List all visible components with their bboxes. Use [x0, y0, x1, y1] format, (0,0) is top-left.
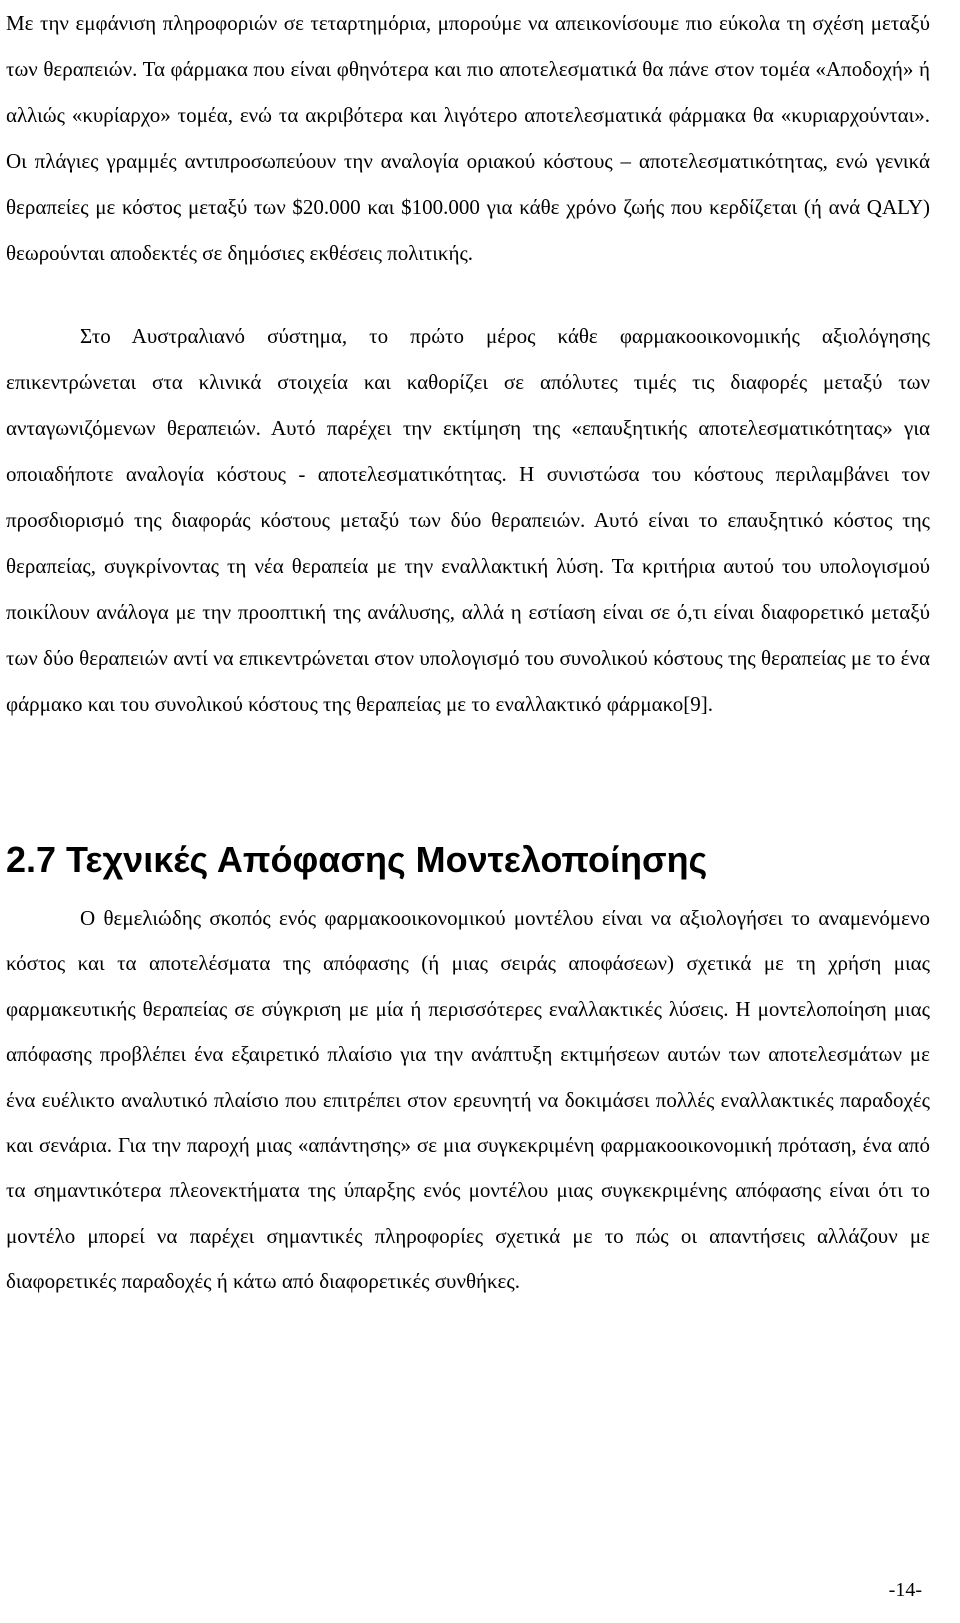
page-number: -14- [888, 1579, 922, 1601]
section-heading: 2.7 Τεχνικές Απόφασης Μοντελοποίησης [6, 839, 708, 880]
paragraph-australian-system: Στο Αυστραλιανό σύστημα, το πρώτο μέρος κάθε φαρμακοοικονομικής αξιολόγησης επικεντρώνεται στα κλινικά στοιχεία και καθορίζει σε απόλυτες τιμές τις διαφορές μεταξύ των ανταγωνιζόμενων θεραπειών. Αυτό παρέχει την εκτίμηση της «επαυξητικής αποτελεσματικότητας» για οποιαδήποτε αναλογία κόστους - αποτελεσματικότητας. Η συνιστώσα του κόστους περιλαμβάνει τον προσδιορισμό της διαφοράς κόστους μεταξύ των δύο θεραπειών. Αυτό είναι το επαυξητικό κόστος της θεραπείας, συγκρίνοντας τη νέα θεραπεία με την εναλλακτική λύση. Τα κριτήρια αυτού του υπολογισμού ποικίλουν ανάλογα με την προοπτική της ανάλυσης, αλλά η εστίαση είναι σε ό,τι είναι διαφορετικό μεταξύ των δύο θεραπειών αντί να επικεντρώνεται στον υπολογισμό του συνολικού κόστους της θεραπείας με το ένα φάρμακο και του συνολικού κόστους της θεραπείας με το εναλλακτικό φάρμακο[9]. [6, 324, 930, 716]
paragraph-decision-modelling: Ο θεμελιώδης σκοπός ενός φαρμακοοικονομικού μοντέλου είναι να αξιολογήσει το αναμενόμενο κόστος και τα αποτελέσματα της απόφασης (ή μιας σειράς αποφάσεων) σχετικά με τη χρήση μιας φαρμακευτικής θεραπείας σε σύγκριση με μία ή περισσότερες εναλλακτικές λύσεις. Η μοντελοποίηση μιας απόφασης προβλέπει ένα εξαιρετικό πλαίσιο για την ανάπτυξη εκτιμήσεων αυτών των αποτελεσμάτων με ένα ευέλικτο αναλυτικό πλαίσιο που επιτρέπει στον ερευνητή να δοκιμάσει πολλές εναλλακτικές παραδοχές και σενάρια. Για την παροχή μιας «απάντησης» σε μια συγκεκριμένη φαρμακοοικονομική πρόταση, ένα από τα σημαντικότερα πλεονεκτήματα της ύπαρξης ενός μοντέλου μιας συγκεκριμένης απόφασης είναι ότι το μοντέλο μπορεί να παρέχει σημαντικές πληροφορίες σχετικά με το πώς οι απαντήσεις αλλάζουν με διαφορετικές παραδοχές ή κάτω από διαφορετικές συνθήκες. [6, 906, 930, 1294]
paragraph-quadrants: Με την εμφάνιση πληροφοριών σε τεταρτημόρια, μπορούμε να απεικονίσουμε πιο εύκολα τη σχέση μεταξύ των θεραπειών. Τα φάρμακα που είναι φθηνότερα και πιο αποτελεσματικά θα πάνε στον τομέα «Αποδοχή» ή αλλιώς «κυρίαρχο» τομέα, ενώ τα ακριβότερα και λιγότερο αποτελεσματικά φάρμακα θα «κυριαρχούνται». Οι πλάγιες γραμμές αντιπροσωπεύουν την αναλογία οριακού κόστους – αποτελεσματικότητας, ενώ γενικά θεραπείες με κόστος μεταξύ των $20.000 και $100.000 για κάθε χρόνο ζωής που κερδίζεται (ή ανά QALY) θεωρούνται αποδεκτές σε δημόσιες εκθέσεις πολιτικής. [6, 11, 930, 265]
